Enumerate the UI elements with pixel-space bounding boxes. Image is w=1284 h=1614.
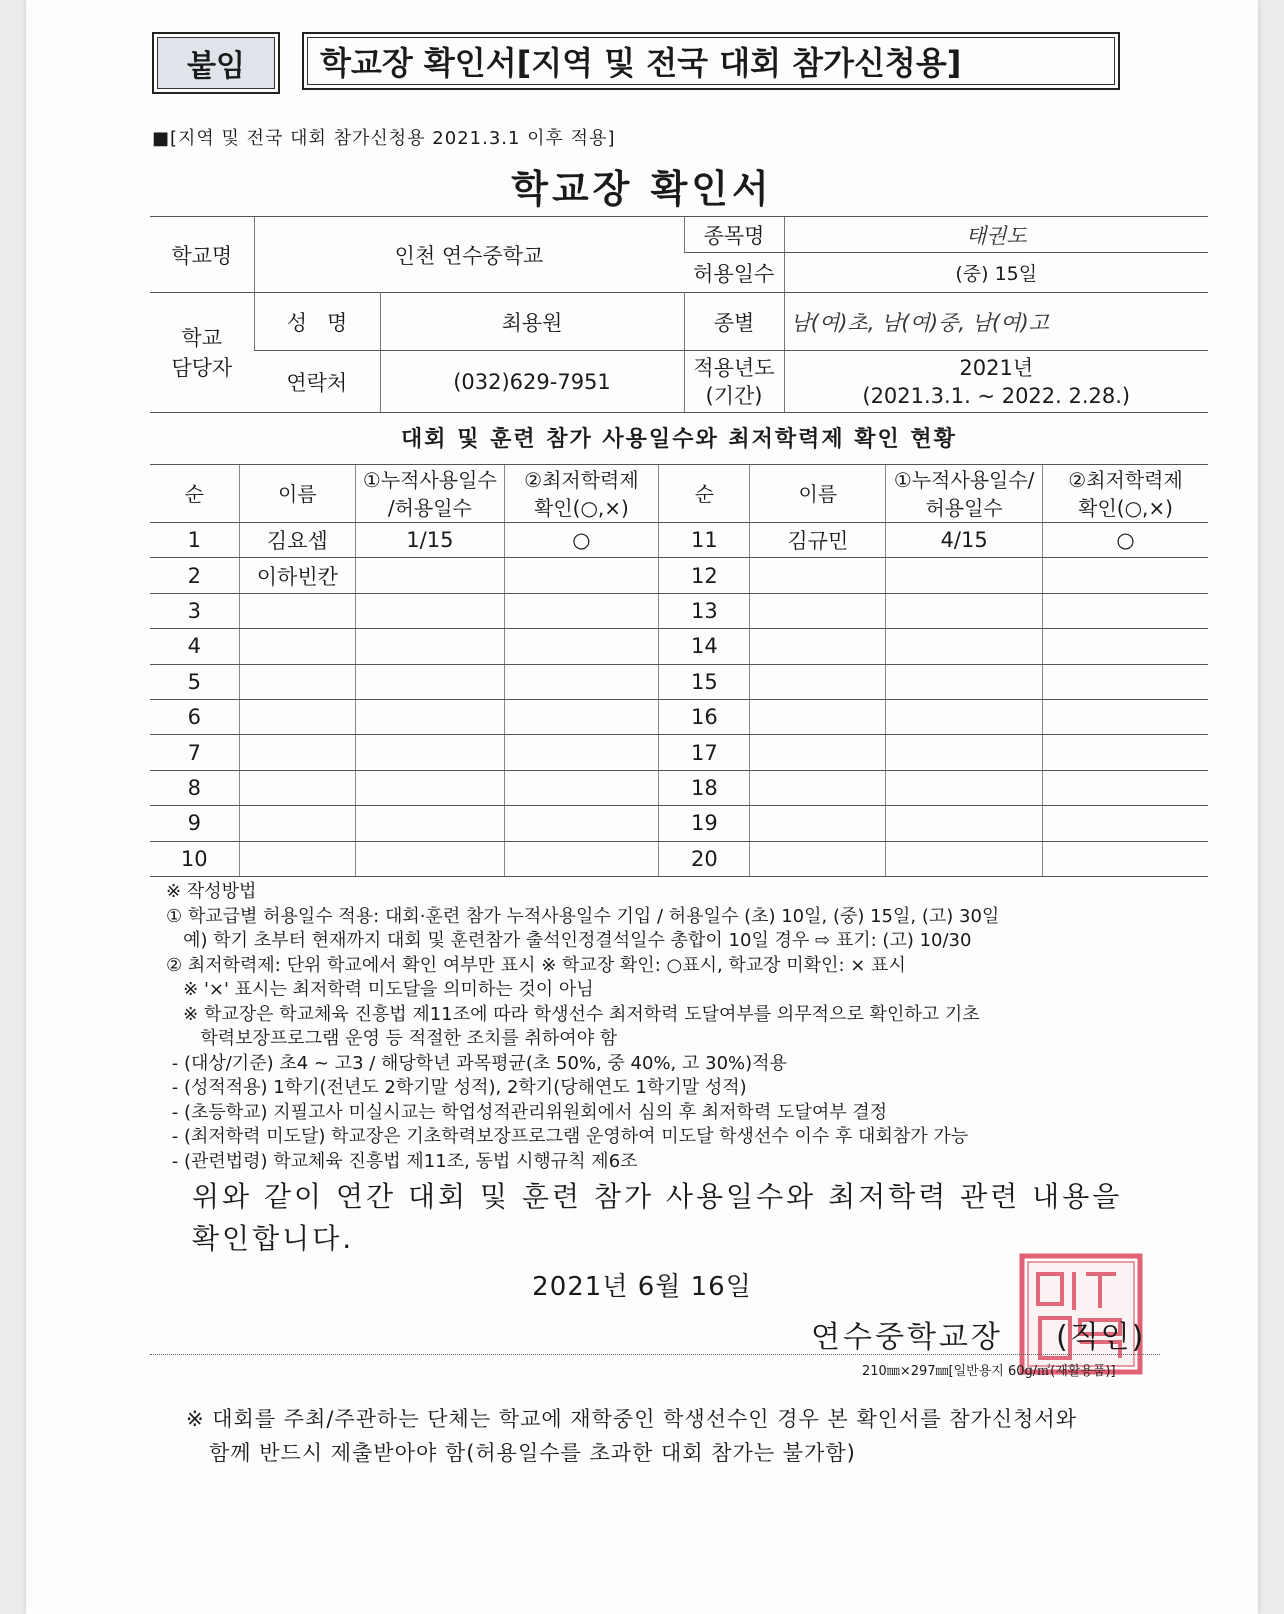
roster-header-cell: ②최저학력제 확인(○,×) <box>1043 465 1208 523</box>
name-label: 성 명 <box>254 293 380 351</box>
roster-cell <box>356 593 504 628</box>
roster-cell <box>504 664 659 699</box>
roster-cell <box>504 558 659 593</box>
roster-cell <box>239 664 356 699</box>
roster-header-cell: 이름 <box>239 465 356 523</box>
roster-cell <box>1043 806 1208 841</box>
school-name-value: 인천 연수중학교 <box>254 217 684 293</box>
roster-cell <box>886 770 1043 805</box>
roster-cell: 11 <box>659 523 750 558</box>
roster-cell <box>504 806 659 841</box>
roster-cell <box>886 806 1043 841</box>
roster-cell <box>239 806 356 841</box>
roster-cell <box>750 558 886 593</box>
roster-header-cell: ①누적사용일수/ 허용일수 <box>886 465 1043 523</box>
roster-cell <box>750 629 886 664</box>
contact-label: 연락처 <box>254 351 380 413</box>
roster-cell <box>886 664 1043 699</box>
event-value: 태권도 <box>784 217 1208 253</box>
closing-statement: 위와 같이 연간 대회 및 훈련 참가 사용일수와 최저학력 관련 내용을 확인합니다. <box>192 1180 1123 1255</box>
document-title: 학교장 확인서 <box>511 167 773 211</box>
roster-row <box>150 629 1208 664</box>
roster-cell: 13 <box>659 593 750 628</box>
roster-row <box>150 806 1208 841</box>
applicability-note: ■[지역 및 전국 대회 참가신청용 2021.3.1 이후 적용] <box>152 128 616 149</box>
roster-cell: 6 <box>150 699 239 734</box>
roster-cell: 17 <box>659 735 750 770</box>
instruction-line: - (최저학력 미도달) 학교장은 기초학력보장프로그램 운영하여 미도달 학생선수 이수 후 대회참가 가능 <box>166 1126 969 1147</box>
roster-cell: 이하빈칸 <box>239 558 356 593</box>
roster-cell: 18 <box>659 770 750 805</box>
category-label: 종별 <box>684 293 784 351</box>
roster-cell <box>356 770 504 805</box>
roster-cell <box>886 629 1043 664</box>
roster-cell <box>886 558 1043 593</box>
roster-cell: 20 <box>659 841 750 876</box>
roster-cell <box>356 558 504 593</box>
roster-cell <box>504 699 659 734</box>
allowed-days-label: 허용일수 <box>684 253 784 293</box>
instruction-line: ① 학교급별 허용일수 적용: 대회·훈련 참가 누적사용일수 기입 / 허용일수 (초) 10일, (중) 15일, (고) 30일 <box>166 905 1000 927</box>
roster-row <box>150 841 1208 876</box>
roster-header-cell: ②최저학력제 확인(○,×) <box>504 465 659 523</box>
roster-cell <box>504 841 659 876</box>
roster-cell <box>356 699 504 734</box>
roster-cell <box>504 629 659 664</box>
instruction-line: 예) 학기 초부터 현재까지 대회 및 훈련참가 출석인정결석일수 총합이 10일 경우 ⇨ 표기: (고) 10/30 <box>166 930 972 951</box>
roster-cell <box>1043 558 1208 593</box>
category-value: 남(여)초, 남(여)중, 남(여)고 <box>784 293 1208 351</box>
name-value: 최용원 <box>380 293 684 351</box>
roster-cell: 7 <box>150 735 239 770</box>
roster-cell <box>1043 735 1208 770</box>
roster-cell: 12 <box>659 558 750 593</box>
year-label: 적용년도 (기간) <box>684 351 784 413</box>
roster-cell: 14 <box>659 629 750 664</box>
roster-cell <box>239 770 356 805</box>
roster-row <box>150 593 1208 628</box>
manager-label: 학교 담당자 <box>150 293 254 413</box>
roster-cell: 9 <box>150 806 239 841</box>
attachment-tag: 붙임 <box>152 32 280 94</box>
school-name-label: 학교명 <box>150 217 254 293</box>
roster-cell: 1/15 <box>356 523 504 558</box>
roster-cell <box>1043 699 1208 734</box>
roster-cell <box>886 735 1043 770</box>
roster-cell <box>886 593 1043 628</box>
year-value: 2021년 (2021.3.1. ~ 2022. 2.28.) <box>784 351 1208 413</box>
instruction-line: ※ 작성방법 <box>166 881 257 902</box>
principal-title: 연수중학교장 <box>811 1320 1003 1355</box>
roster-row <box>150 735 1208 770</box>
roster-table <box>150 464 1208 877</box>
roster-cell <box>504 593 659 628</box>
roster-cell <box>356 806 504 841</box>
instruction-line: - (관련법령) 학교체육 진흥법 제11조, 동법 시행규칙 제6조 <box>166 1150 638 1172</box>
roster-cell: 1 <box>150 523 239 558</box>
roster-cell <box>1043 629 1208 664</box>
roster-cell: 15 <box>659 664 750 699</box>
roster-cell <box>504 770 659 805</box>
roster-cell <box>504 735 659 770</box>
roster-cell <box>750 593 886 628</box>
roster-cell <box>750 735 886 770</box>
roster-cell: 4 <box>150 629 239 664</box>
roster-cell <box>1043 841 1208 876</box>
seal-label: (직인) <box>1056 1320 1146 1355</box>
roster-cell <box>356 841 504 876</box>
writing-instructions <box>166 880 1186 1174</box>
roster-cell: 2 <box>150 558 239 593</box>
roster-cell: 3 <box>150 593 239 628</box>
roster-row <box>150 558 1208 593</box>
roster-cell: 5 <box>150 664 239 699</box>
instruction-line: ② 최저학력제: 단위 학교에서 확인 여부만 표시 ※ 학교장 확인: ○표시, 학교장 미확인: × 표시 <box>166 954 906 976</box>
roster-header-cell: 순 <box>659 465 750 523</box>
roster-cell: ○ <box>1043 523 1208 558</box>
instruction-line: ※ '×' 표시는 최저학력 미도달을 의미하는 것이 아님 <box>166 979 594 1000</box>
roster-header-cell: ①누적사용일수 /허용일수 <box>356 465 504 523</box>
roster-cell <box>750 664 886 699</box>
roster-cell: 8 <box>150 770 239 805</box>
document-page <box>26 0 1258 1614</box>
section-title: 대회 및 훈련 참가 사용일수와 최저학력제 확인 현황 <box>401 427 957 452</box>
instruction-line: - (성적적용) 1학기(전년도 2학기말 성적), 2학기(당해연도 1학기말 성적) <box>166 1077 747 1098</box>
instruction-line: - (대상/기준) 초4 ~ 고3 / 해당학년 과목평균(초 50%, 중 40%, 고 30%)적용 <box>166 1052 787 1074</box>
roster-cell <box>356 735 504 770</box>
roster-cell <box>239 629 356 664</box>
roster-cell <box>239 841 356 876</box>
roster-cell <box>1043 593 1208 628</box>
roster-cell <box>1043 664 1208 699</box>
roster-header-cell: 순 <box>150 465 239 523</box>
roster-row <box>150 523 1208 558</box>
roster-cell <box>239 735 356 770</box>
roster-cell: 19 <box>659 806 750 841</box>
roster-cell <box>356 664 504 699</box>
roster-cell: 16 <box>659 699 750 734</box>
roster-cell <box>1043 770 1208 805</box>
contact-value: (032)629-7951 <box>380 351 684 413</box>
event-label: 종목명 <box>684 217 784 253</box>
roster-row <box>150 664 1208 699</box>
roster-cell: 김요셉 <box>239 523 356 558</box>
roster-cell <box>750 806 886 841</box>
instruction-line: ※ 학교장은 학교체육 진흥법 제11조에 따라 학생선수 최저학력 도달여부를 의무적으로 확인하고 기초 <box>166 1003 980 1025</box>
instruction-line: 학력보장프로그램 운영 등 적절한 조치를 취하여야 함 <box>166 1028 618 1049</box>
roster-cell: 김규민 <box>750 523 886 558</box>
footnote: ※ 대회를 주최/주관하는 단체는 학교에 재학중인 학생선수인 경우 본 확인서를 참가신청서와 함께 반드시 제출받아야 함(허용일수를 초과한 대회 참가는 불가함) <box>186 1407 1078 1465</box>
roster-cell: 4/15 <box>886 523 1043 558</box>
divider <box>150 1354 1160 1355</box>
header-title: 학교장 확인서[지역 및 전국 대회 참가신청용] <box>302 32 1120 90</box>
roster-header-cell: 이름 <box>750 465 886 523</box>
roster-cell <box>239 699 356 734</box>
paper-spec: 210㎜×297㎜[일반용지 60g/㎡(재활용품)] <box>862 1364 1116 1379</box>
roster-row <box>150 770 1208 805</box>
school-info-table <box>150 216 1208 413</box>
roster-cell <box>750 841 886 876</box>
roster-cell <box>750 699 886 734</box>
roster-cell <box>356 629 504 664</box>
roster-row <box>150 699 1208 734</box>
roster-cell: 10 <box>150 841 239 876</box>
roster-cell <box>239 593 356 628</box>
allowed-days-value: (중) 15일 <box>784 253 1208 293</box>
issue-date: 2021년 6월 16일 <box>532 1272 752 1302</box>
instruction-line: - (초등학교) 지필고사 미실시교는 학업성적관리위원회에서 심의 후 최저학력 도달여부 결정 <box>166 1101 888 1123</box>
roster-cell <box>886 699 1043 734</box>
roster-cell <box>886 841 1043 876</box>
roster-cell <box>750 770 886 805</box>
roster-cell: ○ <box>504 523 659 558</box>
